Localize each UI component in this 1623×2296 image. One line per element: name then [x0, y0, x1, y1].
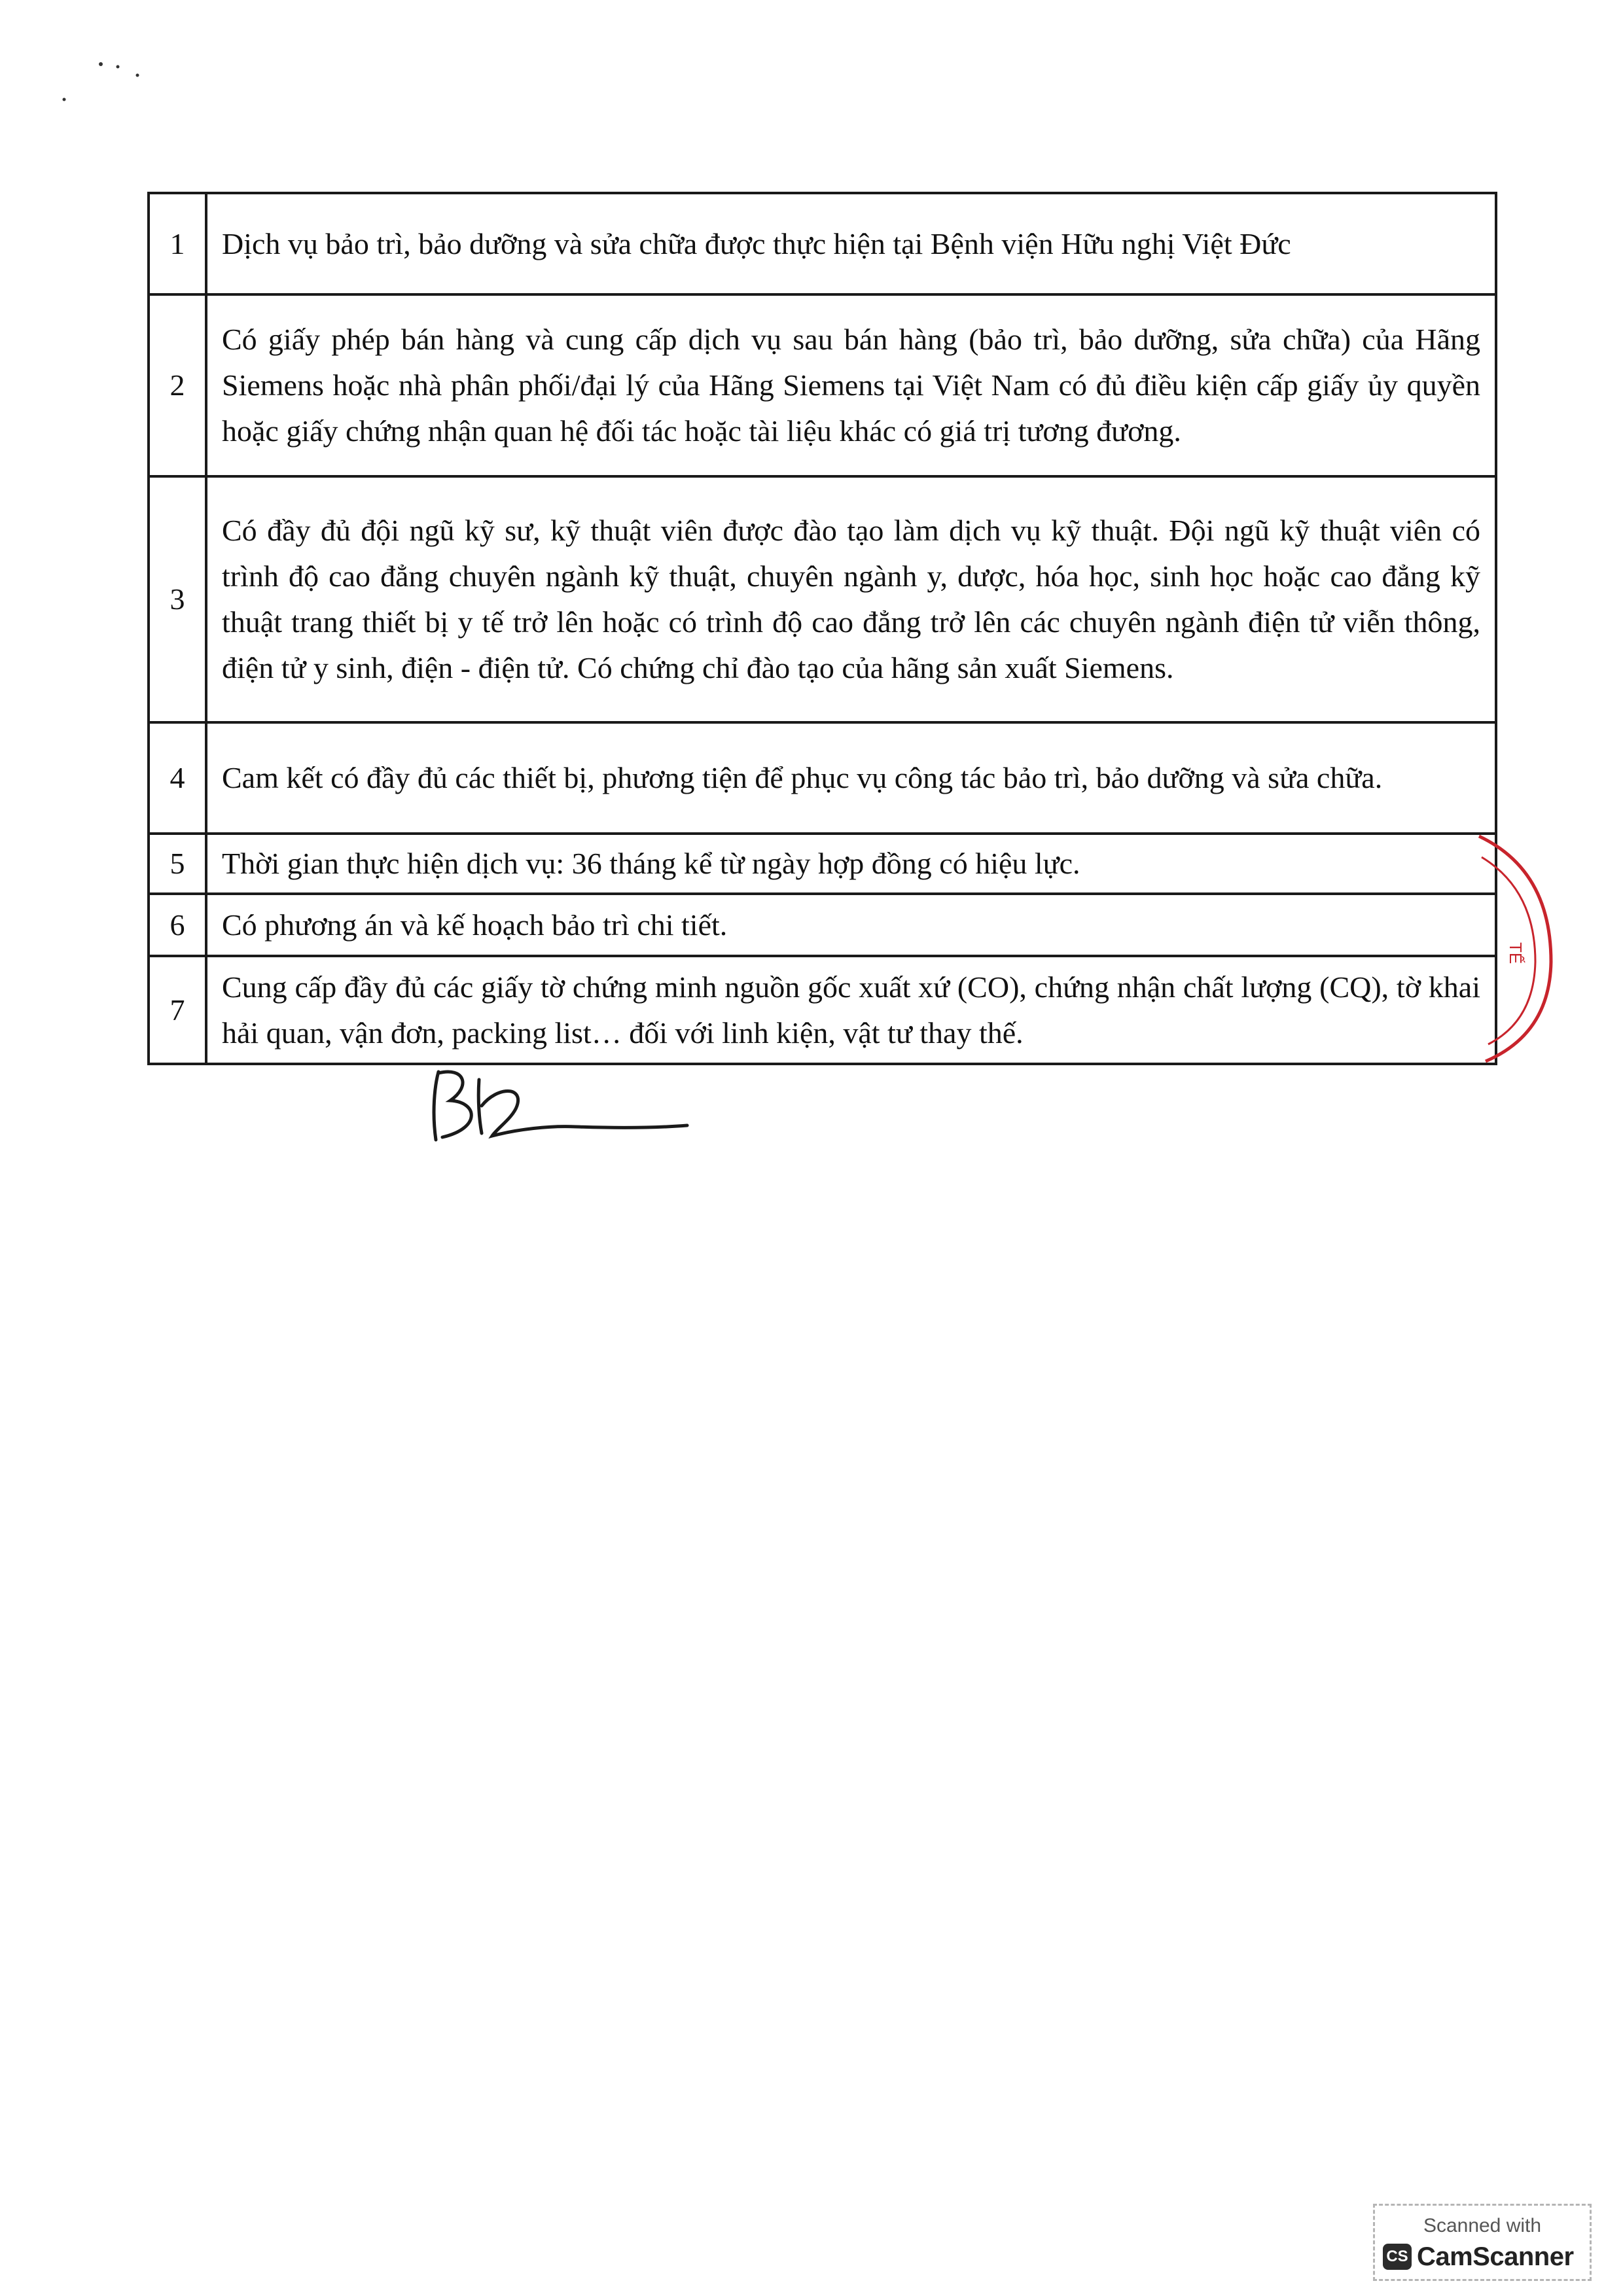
table-row	[149, 294, 1496, 476]
row-text: Có phương án và kế hoạch bảo trì chi tiết.	[206, 894, 1496, 956]
row-number: 5	[149, 834, 206, 894]
table-row	[149, 722, 1496, 834]
row-number: 4	[149, 722, 206, 834]
table-row	[149, 193, 1496, 294]
row-text: Có giấy phép bán hàng và cung cấp dịch vụ sau bán hàng (bảo trì, bảo dưỡng, sửa chữa) của Hãng Siemens hoặc nhà phân phối/đại lý của Hãng Siemens tại Việt Nam có đủ điều kiện cấp giấy ủy quyền hoặc giấy chứng nhận quan hệ đối tác hoặc tài liệu khác có giá trị tương đương.	[206, 294, 1496, 476]
row-text: Thời gian thực hiện dịch vụ: 36 tháng kể từ ngày hợp đồng có hiệu lực.	[206, 834, 1496, 894]
table-row	[149, 476, 1496, 722]
row-number: 6	[149, 894, 206, 956]
row-text: Cam kết có đầy đủ các thiết bị, phương tiện để phục vụ công tác bảo trì, bảo dưỡng và sửa chữa.	[206, 722, 1496, 834]
row-number: 1	[149, 193, 206, 294]
row-text: Dịch vụ bảo trì, bảo dưỡng và sửa chữa được thực hiện tại Bệnh viện Hữu nghị Việt Đức	[206, 193, 1496, 294]
row-text: Có đầy đủ đội ngũ kỹ sư, kỹ thuật viên được đào tạo làm dịch vụ kỹ thuật. Đội ngũ kỹ thuật viên có trình độ cao đẳng chuyên ngành kỹ thuật, chuyên ngành y, dược, hóa học, sinh học hoặc cao đẳng kỹ thuật trang thiết bị y tế trở lên hoặc có trình độ cao đẳng trở lên các chuyên ngành điện tử viễn thông, điện tử y sinh, điện - điện tử. Có chứng chỉ đào tạo của hãng sản xuất Siemens.	[206, 476, 1496, 722]
watermark-scanned-with: Scanned with	[1423, 2215, 1542, 2236]
row-number: 7	[149, 956, 206, 1064]
watermark-brand: CamScanner	[1417, 2242, 1574, 2271]
camscanner-watermark	[1373, 2204, 1592, 2281]
table-row	[149, 956, 1496, 1064]
table-row	[149, 894, 1496, 956]
row-number: 2	[149, 294, 206, 476]
row-number: 3	[149, 476, 206, 722]
camscanner-logo-icon: CS	[1383, 2244, 1412, 2270]
stamp-fragment-text: TẾ	[1506, 942, 1525, 964]
row-text: Cung cấp đầy đủ các giấy tờ chứng minh nguồn gốc xuất xứ (CO), chứng nhận chất lượng (CQ), tờ khai hải quan, vận đơn, packing list… đối với linh kiện, vật tư thay thế.	[206, 956, 1496, 1064]
requirements-table	[147, 192, 1497, 1065]
handwritten-signature-icon	[419, 1060, 694, 1152]
table-row	[149, 834, 1496, 894]
scan-specks	[39, 52, 157, 118]
